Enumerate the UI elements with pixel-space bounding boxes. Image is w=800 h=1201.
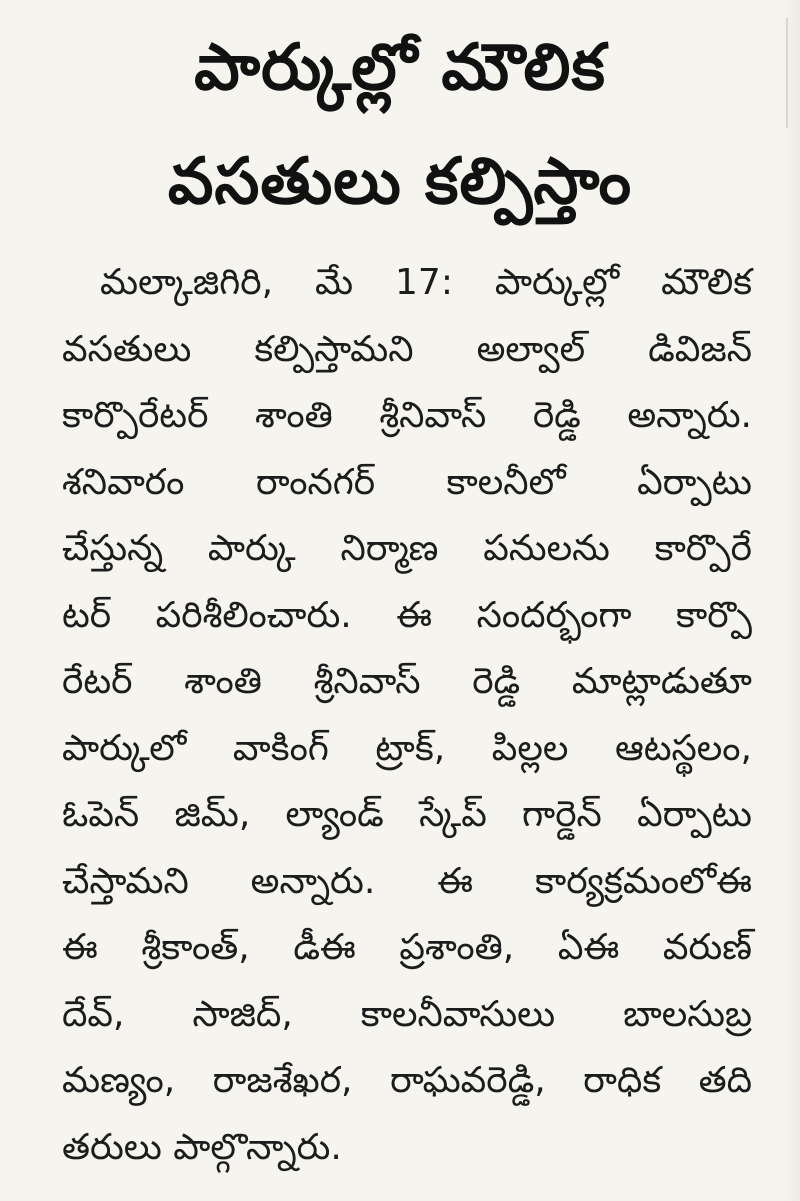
body-line: టర్ పరిశీలించారు. ఈ సందర్భంగా కార్పొ	[62, 594, 752, 636]
headline-line-2: వసతులు కల్పిస్తాం	[167, 145, 633, 219]
page-edge-shadow	[782, 0, 800, 1201]
body-line: ఓపెన్ జిమ్, ల్యాండ్ స్కేప్ గార్డెన్ ఏర్పాటు	[62, 794, 752, 835]
body-line: కార్పొరేటర్ శాంతి శ్రీనివాస్ రెడ్డి అన్నారు.	[62, 395, 752, 436]
body-line: రేటర్ శాంతి శ్రీనివాస్ రెడ్డి మాట్లాడుతూ	[62, 661, 752, 702]
article-body	[62, 250, 752, 1181]
body-line: తరులు పాల్గొన్నారు.	[62, 1126, 342, 1168]
body-line: చేస్తామని అన్నారు. ఈ కార్యక్రమంలోఈ	[62, 860, 752, 902]
body-line: మల్కాజిగిరి, మే 17: పార్కుల్లో మౌలిక	[100, 262, 752, 303]
body-line: ఈ శ్రీకాంత్, డీఈ ప్రశాంతి, ఏఈ వరుణ్	[62, 927, 752, 968]
page-fold-mark	[786, 18, 796, 128]
body-line: శనివారం రాంనగర్ కాలనీలో ఏర్పాటు	[62, 461, 752, 503]
headline-line-1: పార్కుల్లో మౌలిక	[194, 31, 606, 105]
body-line: పార్కులో వాకింగ్ ట్రాక్, పిల్లల ఆటస్థలం,	[62, 727, 752, 769]
body-line: చేస్తున్న పార్కు నిర్మాణ పనులను కార్పొరే	[62, 528, 752, 569]
body-line: మణ్యం, రాజశేఖర, రాఘవరెడ్డి, రాధిక తది	[62, 1060, 752, 1101]
body-line: వసతులు కల్పిస్తామని అల్వాల్ డివిజన్	[62, 328, 752, 370]
body-line: దేవ్, సాజిద్, కాలనీవాసులు బాలసుబ్ర	[62, 993, 752, 1035]
